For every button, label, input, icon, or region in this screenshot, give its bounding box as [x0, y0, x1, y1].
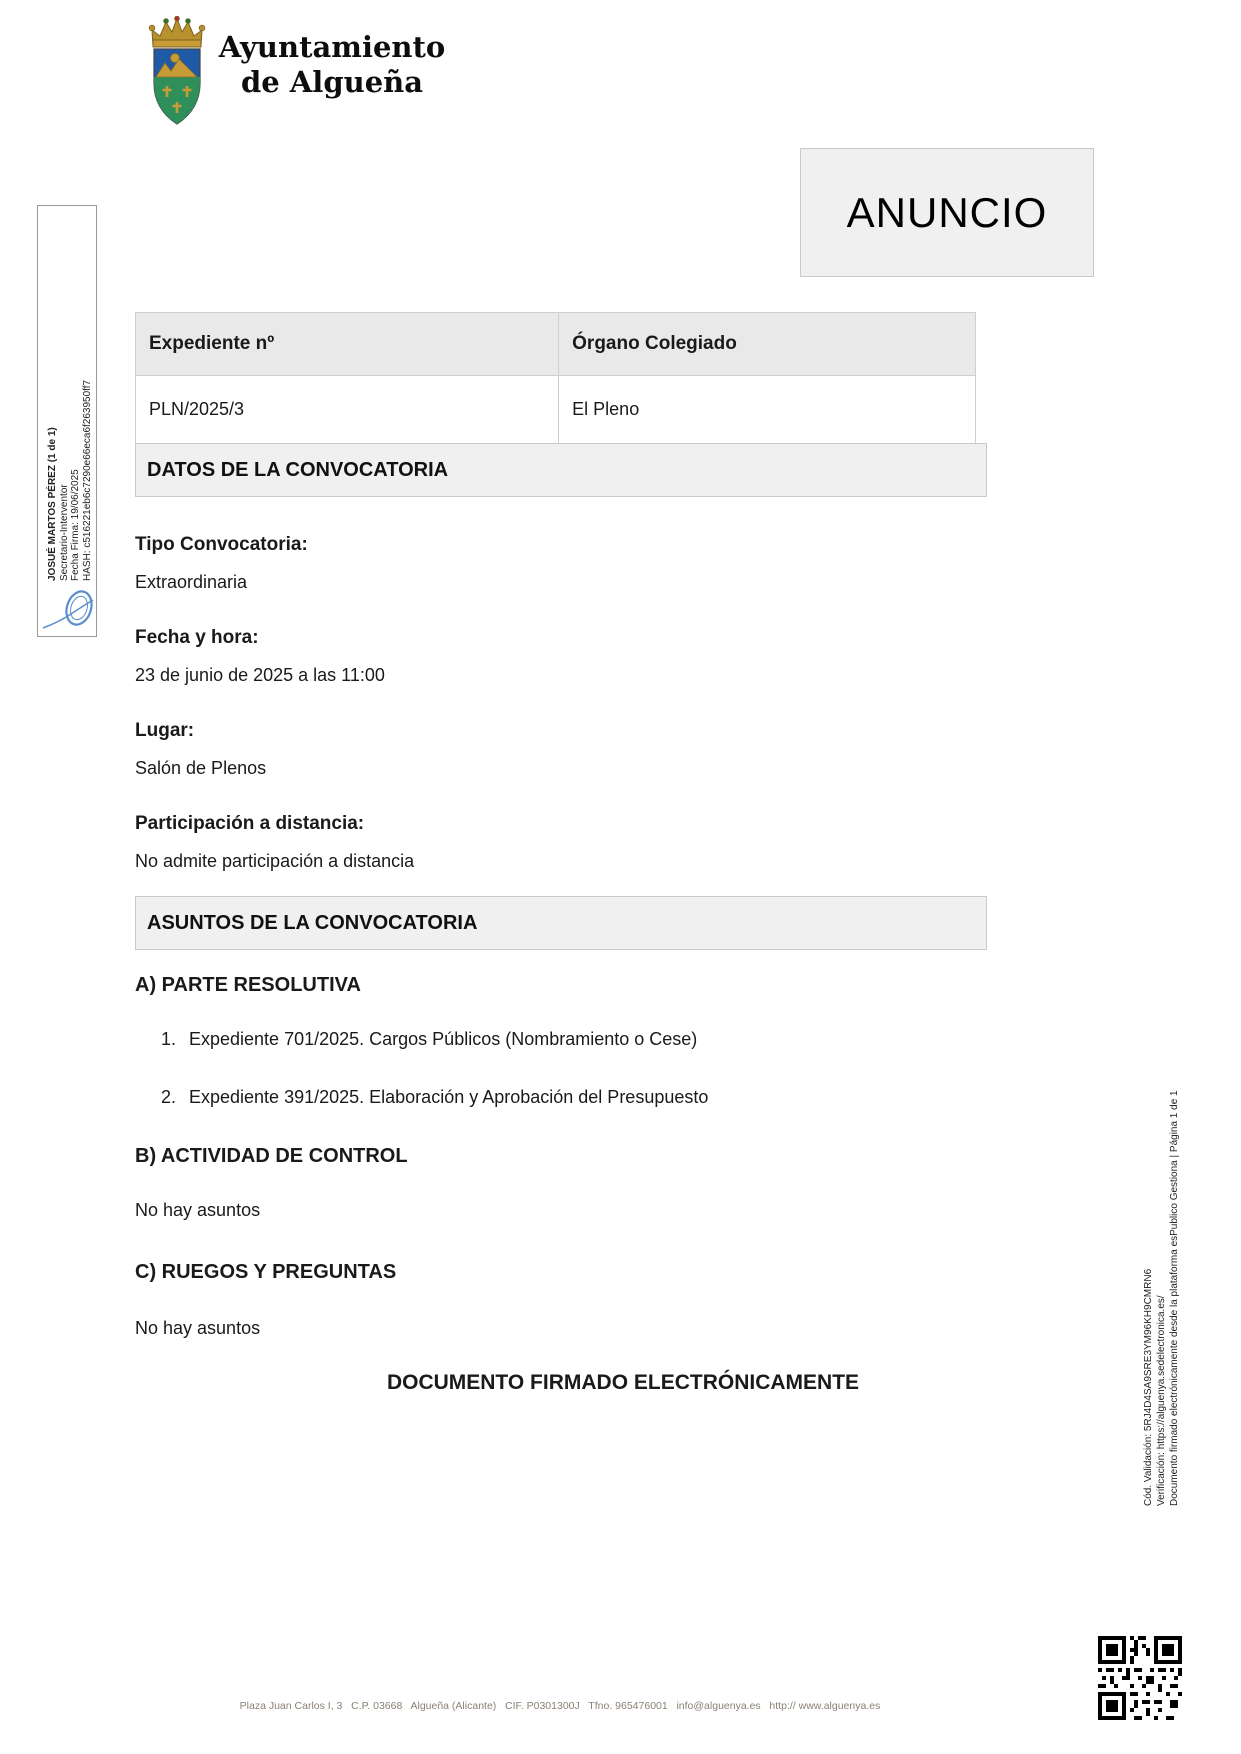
- table-row: [136, 376, 976, 444]
- signature-hash: HASH: c516221eb6c7290e66eca6f263950ff7: [81, 379, 93, 581]
- verification-platform: Documento firmado electrónicamente desde la plataforma esPublico Gestiona | Página 1 de 1: [1169, 1090, 1180, 1506]
- agenda-part-c-title: C) RUEGOS Y PREGUNTAS: [135, 1261, 397, 1283]
- announcement-box: [800, 148, 1094, 277]
- agenda-item-text: Expediente 701/2025. Cargos Públicos (Nombramiento o Cese): [189, 1029, 698, 1049]
- municipality-name-line2: de Algueña: [240, 65, 424, 99]
- agenda-item-2: [150, 1087, 708, 1108]
- section-header-asuntos-label: ASUNTOS DE LA CONVOCATORIA: [147, 911, 478, 934]
- field-label: Fecha y hora:: [135, 627, 259, 648]
- agenda-item-number: 2.: [160, 1087, 176, 1107]
- agenda-part-a-title: A) PARTE RESOLUTIVA: [135, 974, 361, 996]
- expediente-table: [135, 312, 976, 444]
- agenda-part-b-note: No hay asuntos: [135, 1200, 261, 1220]
- agenda-item-text: Expediente 391/2025. Elaboración y Aprobación del Presupuesto: [189, 1087, 709, 1107]
- field-value: Salón de Plenos: [135, 758, 267, 778]
- field-value: No admite participación a distancia: [135, 851, 415, 871]
- table-header-organo: Órgano Colegiado: [559, 313, 976, 376]
- field-value: 23 de junio de 2025 a las 11:00: [135, 665, 385, 685]
- municipality-name: [218, 30, 446, 100]
- signature-strip-text: [47, 369, 93, 581]
- table-cell-expediente: PLN/2025/3: [136, 376, 559, 444]
- announcement-title: ANUNCIO: [846, 188, 1048, 236]
- field-fecha-hora: [135, 627, 385, 686]
- footer-contact-line: Plaza Juan Carlos I, 3 C.P. 03668 Algueña (Alicante) CIF. P0301300J Tfno. 965476001 info@alguenya.es http:// www.alguenya.es: [239, 1700, 881, 1712]
- field-label: Tipo Convocatoria:: [135, 534, 308, 555]
- section-header-datos: [135, 443, 987, 497]
- agenda-part-b-title: B) ACTIVIDAD DE CONTROL: [135, 1145, 408, 1167]
- signed-electronically-notice: DOCUMENTO FIRMADO ELECTRÓNICAMENTE: [386, 1371, 860, 1394]
- coat-of-arms-icon: [145, 16, 209, 133]
- field-lugar: [135, 720, 266, 779]
- field-value: Extraordinaria: [135, 572, 248, 592]
- municipality-name-line1: Ayuntamiento: [218, 30, 446, 64]
- agenda-item-number: 1.: [160, 1029, 176, 1049]
- signature-seal-icon: [41, 586, 97, 637]
- section-header-asuntos: [135, 896, 987, 950]
- field-label: Participación a distancia:: [135, 813, 365, 834]
- field-label: Lugar:: [135, 720, 195, 741]
- signer-name: JOSUÉ MARTOS PÉREZ (1 de 1): [47, 427, 58, 581]
- section-header-datos-label: DATOS DE LA CONVOCATORIA: [147, 458, 449, 481]
- qr-code-icon: [1098, 1636, 1182, 1725]
- table-header-expediente: Expediente nº: [136, 313, 559, 376]
- verification-code: Cód. Validación: 5RJ4D4SA9SRE3YM96KH9CMRN6: [1143, 1268, 1154, 1506]
- field-participacion-distancia: [135, 813, 414, 872]
- field-tipo-convocatoria: [135, 534, 308, 593]
- signer-role: Secretario-Interventor: [58, 484, 70, 581]
- agenda-part-c-note: No hay asuntos: [135, 1318, 261, 1338]
- verification-url: Verificación: https://alguenya.sedelectronica.es/: [1156, 1295, 1167, 1506]
- agenda-item-1: [150, 1029, 697, 1050]
- signature-date: Fecha Firma: 19/06/2025: [70, 469, 81, 581]
- table-cell-organo: El Pleno: [559, 376, 976, 444]
- verification-strip: [1142, 985, 1181, 1506]
